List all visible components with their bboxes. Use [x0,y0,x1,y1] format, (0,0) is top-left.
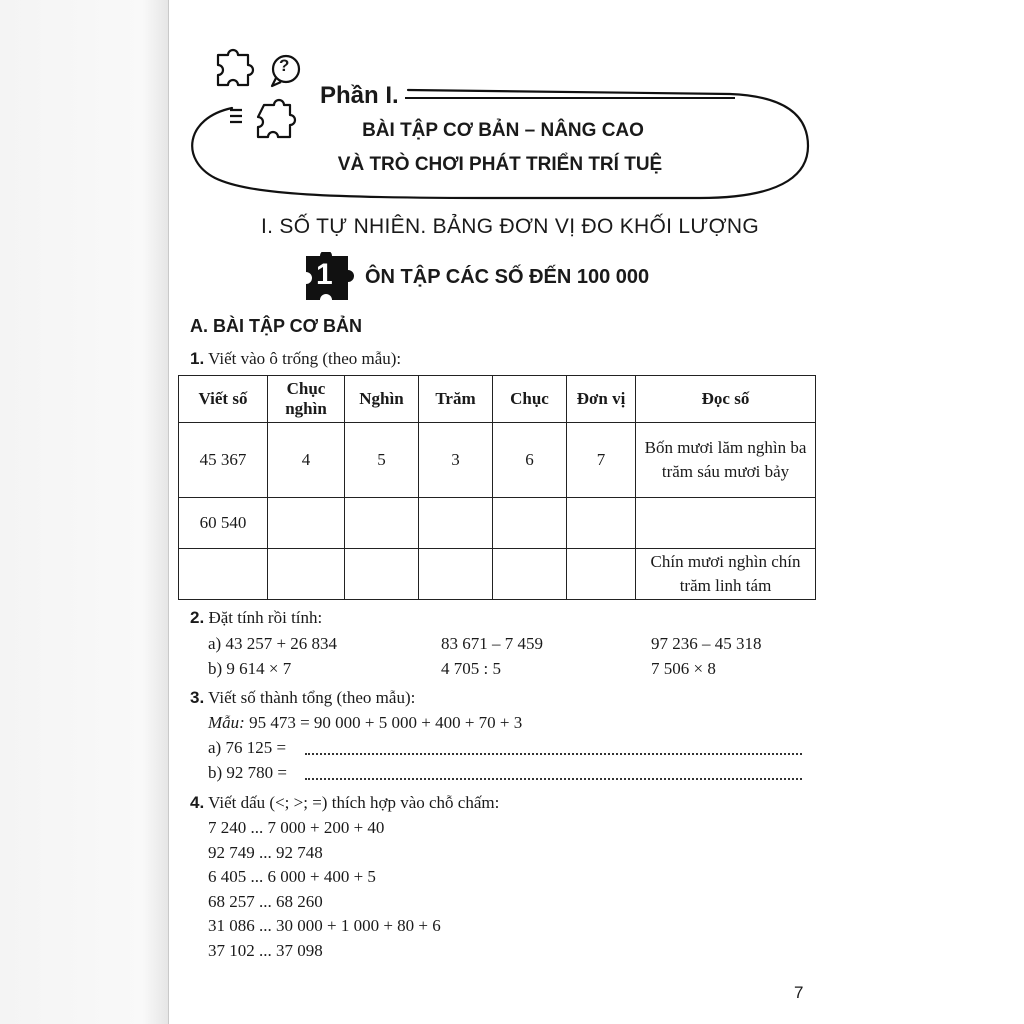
table-cell: 6 [493,423,567,498]
question-2 [190,608,322,628]
place-value-table [178,375,816,600]
question-number: 1. [190,349,205,368]
table-cell: 5 [345,423,419,498]
example-label: Mẫu: [208,713,245,732]
question-4 [190,793,499,813]
column-header: Đọc số [636,376,816,423]
calc-item: a) 43 257 + 26 834 [208,634,338,653]
answer-label: b) 92 780 = [208,763,287,782]
question-mark-icon: ? [279,56,290,75]
title-underline [405,96,735,102]
question-text: Viết vào ô trống (theo mẫu): [208,349,402,368]
question-3 [190,688,415,708]
column-header: Đơn vị [567,376,636,423]
table-cell[interactable] [493,498,567,549]
comparison-item: 92 749 ... 92 748 [208,843,323,862]
question-text: Đặt tính rồi tính: [208,608,323,627]
question-1 [190,349,401,369]
part-subtitle-line1: BÀI TẬP CƠ BẢN – NÂNG CAO [362,120,644,141]
table-cell[interactable] [419,549,493,600]
table-cell[interactable] [345,498,419,549]
calc-item: 7 506 × 8 [651,659,716,678]
table-cell: 4 [268,423,345,498]
question-number: 2. [190,608,205,627]
table-cell: 3 [419,423,493,498]
table-cell[interactable] [567,549,636,600]
column-header: Chục nghìn [268,376,345,423]
part-title: Phần I. [320,82,399,109]
part-subtitle-line2: VÀ TRÒ CHƠI PHÁT TRIỂN TRÍ TUỆ [337,154,663,175]
comparison-item: 31 086 ... 30 000 + 1 000 + 80 + 6 [208,916,441,935]
chapter-title: I. SỐ TỰ NHIÊN. BẢNG ĐƠN VỊ ĐO KHỐI LƯỢNG [260,215,760,238]
table-cell[interactable] [493,549,567,600]
table-row [179,423,816,498]
table-cell[interactable] [345,549,419,600]
example-text: 95 473 = 90 000 + 5 000 + 400 + 70 + 3 [249,713,523,732]
lesson-title: ÔN TẬP CÁC SỐ ĐẾN 100 000 [365,266,650,288]
table-cell[interactable] [179,549,268,600]
example-line [208,713,522,733]
table-cell: Chín mươi nghìn chín trăm linh tám [636,549,816,600]
table-cell: 60 540 [179,498,268,549]
table-cell[interactable] [268,549,345,600]
question-number: 4. [190,793,205,812]
comparison-item: 68 257 ... 68 260 [208,892,323,911]
header-banner [0,0,1024,230]
section-heading: A. BÀI TẬP CƠ BẢN [190,316,363,336]
table-cell: 45 367 [179,423,268,498]
table-row [179,549,816,600]
comparison-item: 7 240 ... 7 000 + 200 + 40 [208,818,385,837]
table-cell[interactable] [268,498,345,549]
table-cell: 7 [567,423,636,498]
page-number: 7 [794,983,804,1002]
column-header: Chục [493,376,567,423]
column-header: Trăm [419,376,493,423]
answer-blank[interactable] [305,778,802,780]
column-header: Nghìn [345,376,419,423]
comparison-item: 6 405 ... 6 000 + 400 + 5 [208,867,376,886]
table-header-row [179,376,816,423]
calc-item: 83 671 – 7 459 [441,634,543,653]
column-header: Viết số [179,376,268,423]
answer-label: a) 76 125 = [208,738,287,757]
table-cell[interactable] [636,498,816,549]
question-text: Viết dấu (<; >; =) thích hợp vào chỗ chấm: [208,793,500,812]
calc-item: b) 9 614 × 7 [208,659,292,678]
table-cell[interactable] [567,498,636,549]
table-cell[interactable] [419,498,493,549]
table-row [179,498,816,549]
lesson-number: 1 [316,258,333,291]
answer-blank[interactable] [305,753,802,755]
table-cell: Bốn mươi lăm nghìn ba trăm sáu mươi bảy [636,423,816,498]
question-number: 3. [190,688,205,707]
puzzle-icon [210,45,320,145]
question-text: Viết số thành tổng (theo mẫu): [208,688,416,707]
comparison-item: 37 102 ... 37 098 [208,941,323,960]
calc-item: 4 705 : 5 [441,659,501,678]
calc-item: 97 236 – 45 318 [651,634,762,653]
